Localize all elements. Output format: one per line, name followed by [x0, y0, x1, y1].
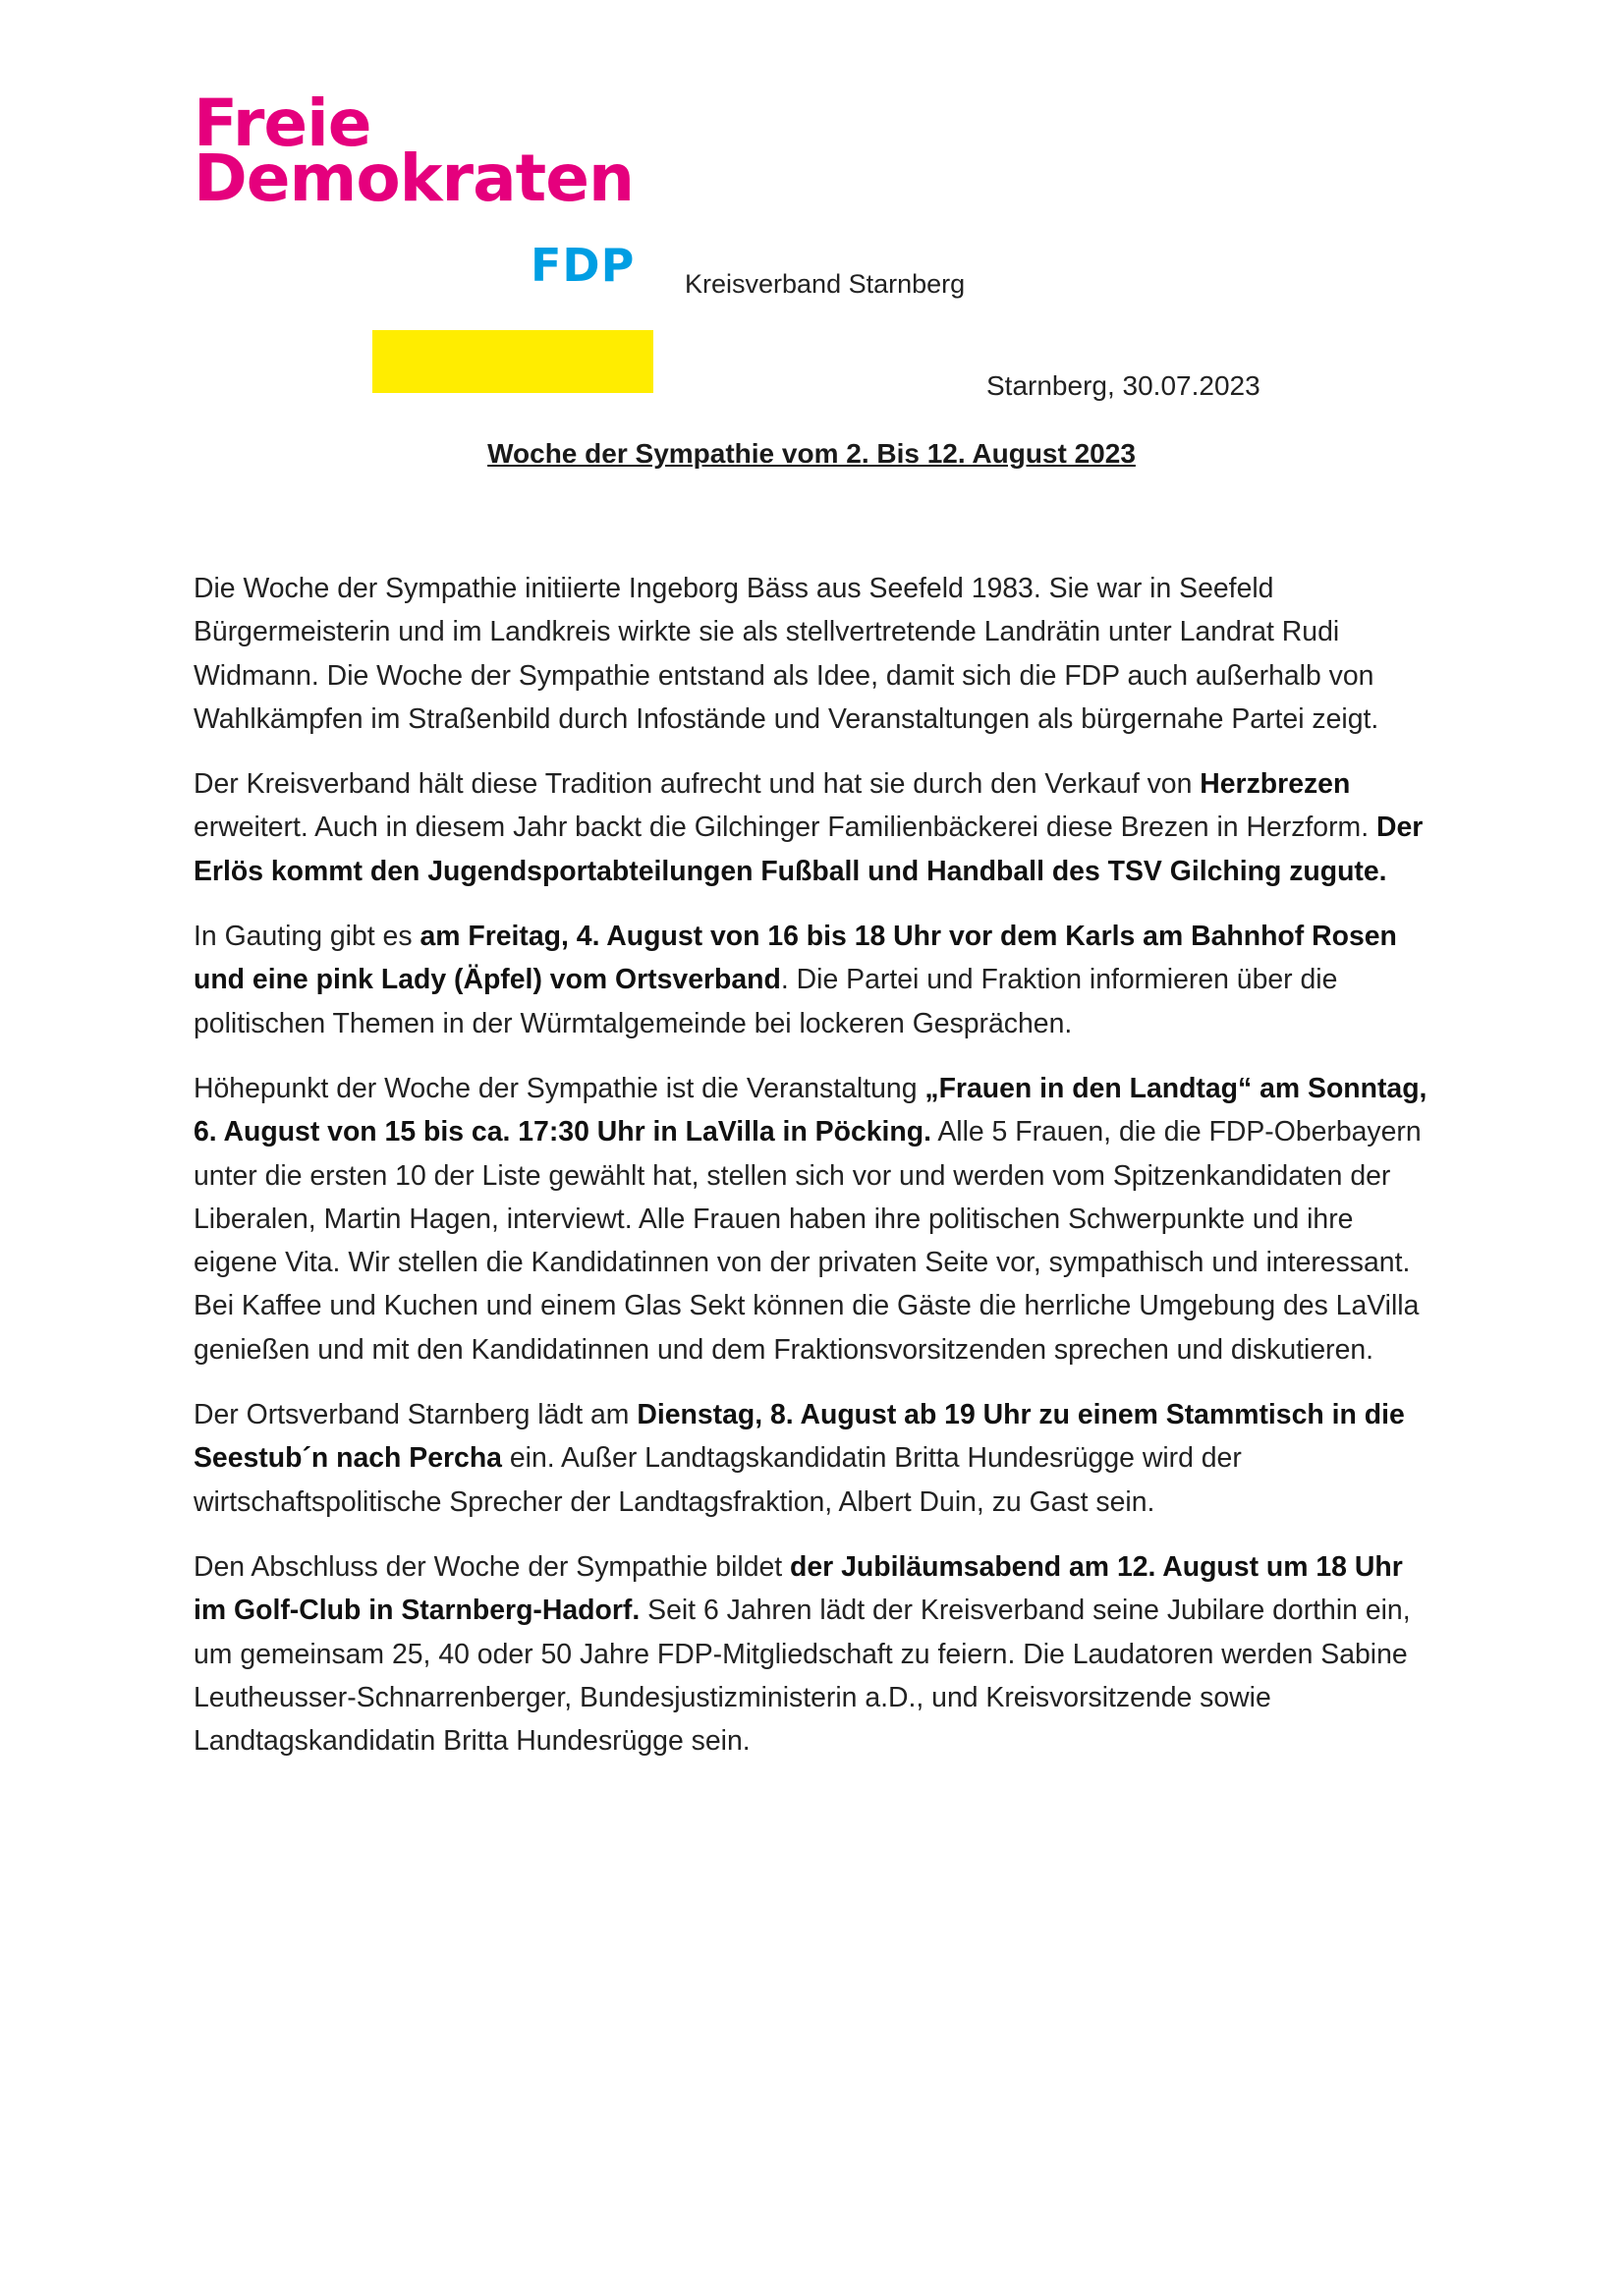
logo-text-freie: Freie — [194, 85, 371, 161]
paragraph-bold-text: am Freitag, 4. August von 16 bis 18 Uhr vor dem Karls am Bahnhof Rosen und eine pink Lady (Äpfel) vom Ortsverband — [194, 921, 1397, 996]
paragraph-text: erweitert. Auch in diesem Jahr backt die Gilchinger Familienbäckerei diese Brezen in Herzform. — [194, 812, 1376, 844]
paragraph-bold-text: Herzbrezen — [1200, 768, 1351, 801]
paragraph-gauting — [194, 915, 1441, 1045]
logo-text-fdp: FDP — [531, 239, 636, 292]
document-body — [194, 567, 1441, 1784]
paragraph-text: Höhepunkt der Woche der Sympathie ist die Veranstaltung — [194, 1072, 925, 1104]
logo-yellow-bar — [372, 330, 653, 393]
paragraph-text: Seit 6 Jahren lädt der Kreisverband seine Jubilare dorthin ein, um gemeinsam 25, 40 oder 50 Jahre FDP-Mitgliedschaft zu feiern. Die Laudatoren werden Sabine Leutheusser-Schnarrenberger, Bundesjustizministerin a.D., und Kreisvorsitzende sowie Landtagskandidatin Britta Hundesrügge sein. — [194, 1595, 1411, 1758]
organization-name: Kreisverband Starnberg — [685, 269, 966, 299]
paragraph-bold-text: „Frauen in den Landtag“ am Sonntag, 6. August von 15 bis ca. 17:30 Uhr in LaVilla in Pöcking. — [194, 1072, 1427, 1148]
paragraph-bold-text: Dienstag, 8. August ab 19 Uhr zu einem Stammtisch in die Seestub´n nach Percha — [194, 1399, 1405, 1475]
paragraph-text: . Die Partei und Fraktion informieren über die politischen Themen in der Würmtalgemeinde bei lockeren Gesprächen. — [194, 964, 1338, 1039]
paragraph-bold-text: der Jubiläumsabend am 12. August um 18 Uhr im Golf-Club in Starnberg-Hadorf. — [194, 1550, 1403, 1627]
paragraph-bold-text: Der Erlös kommt den Jugendsportabteilungen Fußball und Handball des TSV Gilching zugute. — [194, 812, 1424, 887]
paragraph-text: Der Ortsverband Starnberg lädt am — [194, 1399, 638, 1431]
paragraph-jubilaeumsabend — [194, 1545, 1441, 1763]
paragraph-history — [194, 567, 1441, 741]
paragraph-text: Die Woche der Sympathie initiierte Ingeborg Bäss aus Seefeld 1983. Sie war in Seefeld Bürgermeisterin und im Landkreis wirkte sie als stellvertretende Landrätin unter Landrat Rudi Widmann. Die Woche der Sympathie entstand als Idee, damit sich die FDP auch außerhalb von Wahlkämpfen im Straßenbild durch Infostände und Veranstaltungen als bürgernahe Partei zeigt. — [194, 573, 1379, 735]
paragraph-herzbrezen — [194, 762, 1441, 893]
logo-text-demokraten: Demokraten — [194, 140, 634, 216]
paragraph-text: ein. Außer Landtagskandidatin Britta Hundesrügge wird der wirtschaftspolitische Sprecher der Landtagsfraktion, Albert Duin, zu Gast sein. — [194, 1442, 1242, 1518]
paragraph-text: Der Kreisverband hält diese Tradition aufrecht und hat sie durch den Verkauf von — [194, 768, 1201, 801]
paragraph-text: In Gauting gibt es — [194, 921, 420, 953]
paragraph-frauen-in-den-landtag — [194, 1067, 1441, 1372]
date-line: Starnberg, 30.07.2023 — [986, 370, 1260, 401]
paragraph-text: Alle 5 Frauen, die die FDP-Oberbayern unter die ersten 10 der Liste gewählt hat, stellen sich vor und werden vom Spitzenkandidaten der Liberalen, Martin Hagen, interviewt. Alle Frauen haben ihre politischen Schwerpunkte und ihre eigene Vita. Wir stellen die Kandidatinnen von der privaten Seite vor, sympathisch und interessant. Bei Kaffee und Kuchen und einem Glas Sekt können die Gäste die herrliche Umgebung des LaVilla genießen und mit den Kandidatinnen und dem Fraktionsvorsitzenden sprechen und diskutieren. — [194, 1116, 1422, 1366]
document-title: Woche der Sympathie vom 2. Bis 12. August 2023 — [487, 438, 1136, 469]
paragraph-text: Den Abschluss der Woche der Sympathie bildet — [194, 1550, 791, 1583]
paragraph-stammtisch — [194, 1393, 1441, 1524]
fdp-logo — [194, 85, 665, 216]
